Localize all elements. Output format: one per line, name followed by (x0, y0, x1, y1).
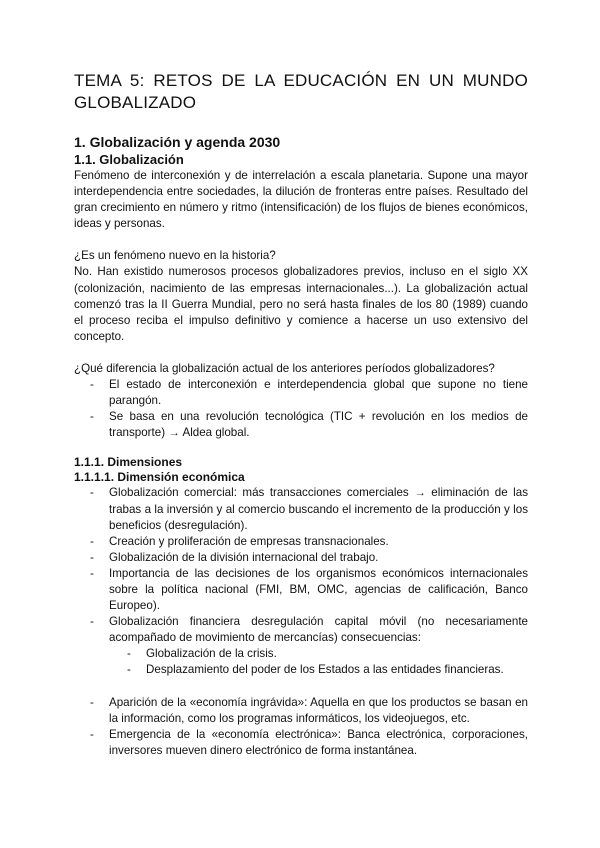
differences-list (74, 377, 528, 441)
dash-bullet: - (90, 550, 94, 564)
list-item-text: Se basa en una revolución tecnológica (TIC + revolución en los medios de transporte) → Aldea global. (109, 410, 528, 440)
list-item (74, 409, 528, 441)
dash-bullet: - (90, 410, 94, 424)
list-item (74, 566, 528, 614)
list-item (74, 614, 528, 678)
dash-bullet: - (90, 566, 94, 580)
dash-bullet: - (90, 727, 94, 741)
dash-bullet: - (90, 486, 94, 500)
question-differences: ¿Qué diferencia la globalización actual de los anteriores períodos globalizadores? (74, 361, 495, 375)
list-item-text: El estado de interconexión e interdependencia global que supone no tiene parangón. (109, 378, 528, 408)
sub-list-item-text: Desplazamiento del poder de los Estados a las entidades financieras. (146, 663, 504, 677)
list-item (74, 550, 528, 566)
sub-list-item (109, 662, 528, 678)
list-item-text: Creación y proliferación de empresas transnacionales. (109, 534, 389, 548)
list-item (74, 534, 528, 550)
section-heading-1-1-1: 1.1.1. Dimensiones (74, 455, 183, 470)
globalization-definition: Fenómeno de interconexión y de interrelación a escala planetaria. Supone una mayor interdependencia entre sociedades, la dilución de fronteras entre países. Resultado del gran crecimiento en número y ritmo (intensificación) de los flujos de bienes económicos, ideas y personas. (74, 169, 528, 231)
list-item (74, 485, 528, 533)
crisis-consequences-list (109, 646, 528, 678)
list-item (74, 727, 528, 759)
economy-types-list (74, 695, 528, 759)
section-heading-1: 1. Globalización y agenda 2030 (74, 134, 281, 150)
dash-bullet: - (127, 647, 131, 661)
list-item-text: Aparición de la «economía ingrávida»: Aquella en que los productos se basan en la información, como los programas informáticos, los videojuegos, etc. (109, 695, 528, 725)
question-is-it-new: ¿Es un fenómeno nuevo en la historia? (74, 249, 276, 263)
document-title: TEMA 5: RETOS DE LA EDUCACIÓN EN UN MUNDO GLOBALIZADO (74, 71, 528, 112)
economic-dimension-list (74, 485, 528, 678)
list-item (74, 377, 528, 409)
list-item-text: Globalización financiera desregulación capital móvil (no necesariamente acompañado de movimiento de mercancías) consecuencias: (109, 615, 528, 645)
list-item (74, 695, 528, 727)
answer-is-it-new: No. Han existido numerosos procesos globalizadores previos, incluso en el siglo XX (colonización, nacimiento de las empresas internacionales...). La globalización actual comenzó tras la II Guerra Mundial, pero no será hasta finales de los 80 (1989) cuando el proceso reciba el impulso definitivo y comience a hacerse un uso extensivo del concepto. (74, 265, 528, 343)
document-content (74, 70, 528, 759)
list-item-text: Globalización comercial: más transacciones comerciales → eliminación de las trabas a la inversión y al comercio buscando el incremento de la producción y los beneficios (desregulación). (109, 486, 528, 532)
dash-bullet: - (90, 534, 94, 548)
dash-bullet: - (90, 695, 94, 709)
list-item-text: Emergencia de la «economía electrónica»: Banca electrónica, corporaciones, inversores mueven dinero electrónico de forma instantánea. (109, 727, 528, 757)
list-item-text: Importancia de las decisiones de los organismos económicos internacionales sobre la política nacional (FMI, BM, OMC, agencias de calificación, Banco Europeo). (109, 566, 528, 613)
sub-list-item-text: Globalización de la crisis. (146, 647, 277, 661)
dash-bullet: - (90, 378, 94, 392)
section-heading-1-1-1-1: 1.1.1.1. Dimensión económica (74, 470, 245, 485)
dash-bullet: - (90, 615, 94, 629)
sub-list-item (109, 646, 528, 662)
list-item-text: Globalización de la división internacional del trabajo. (109, 550, 379, 564)
dash-bullet: - (127, 663, 131, 677)
section-heading-1-1: 1.1. Globalización (74, 152, 184, 167)
